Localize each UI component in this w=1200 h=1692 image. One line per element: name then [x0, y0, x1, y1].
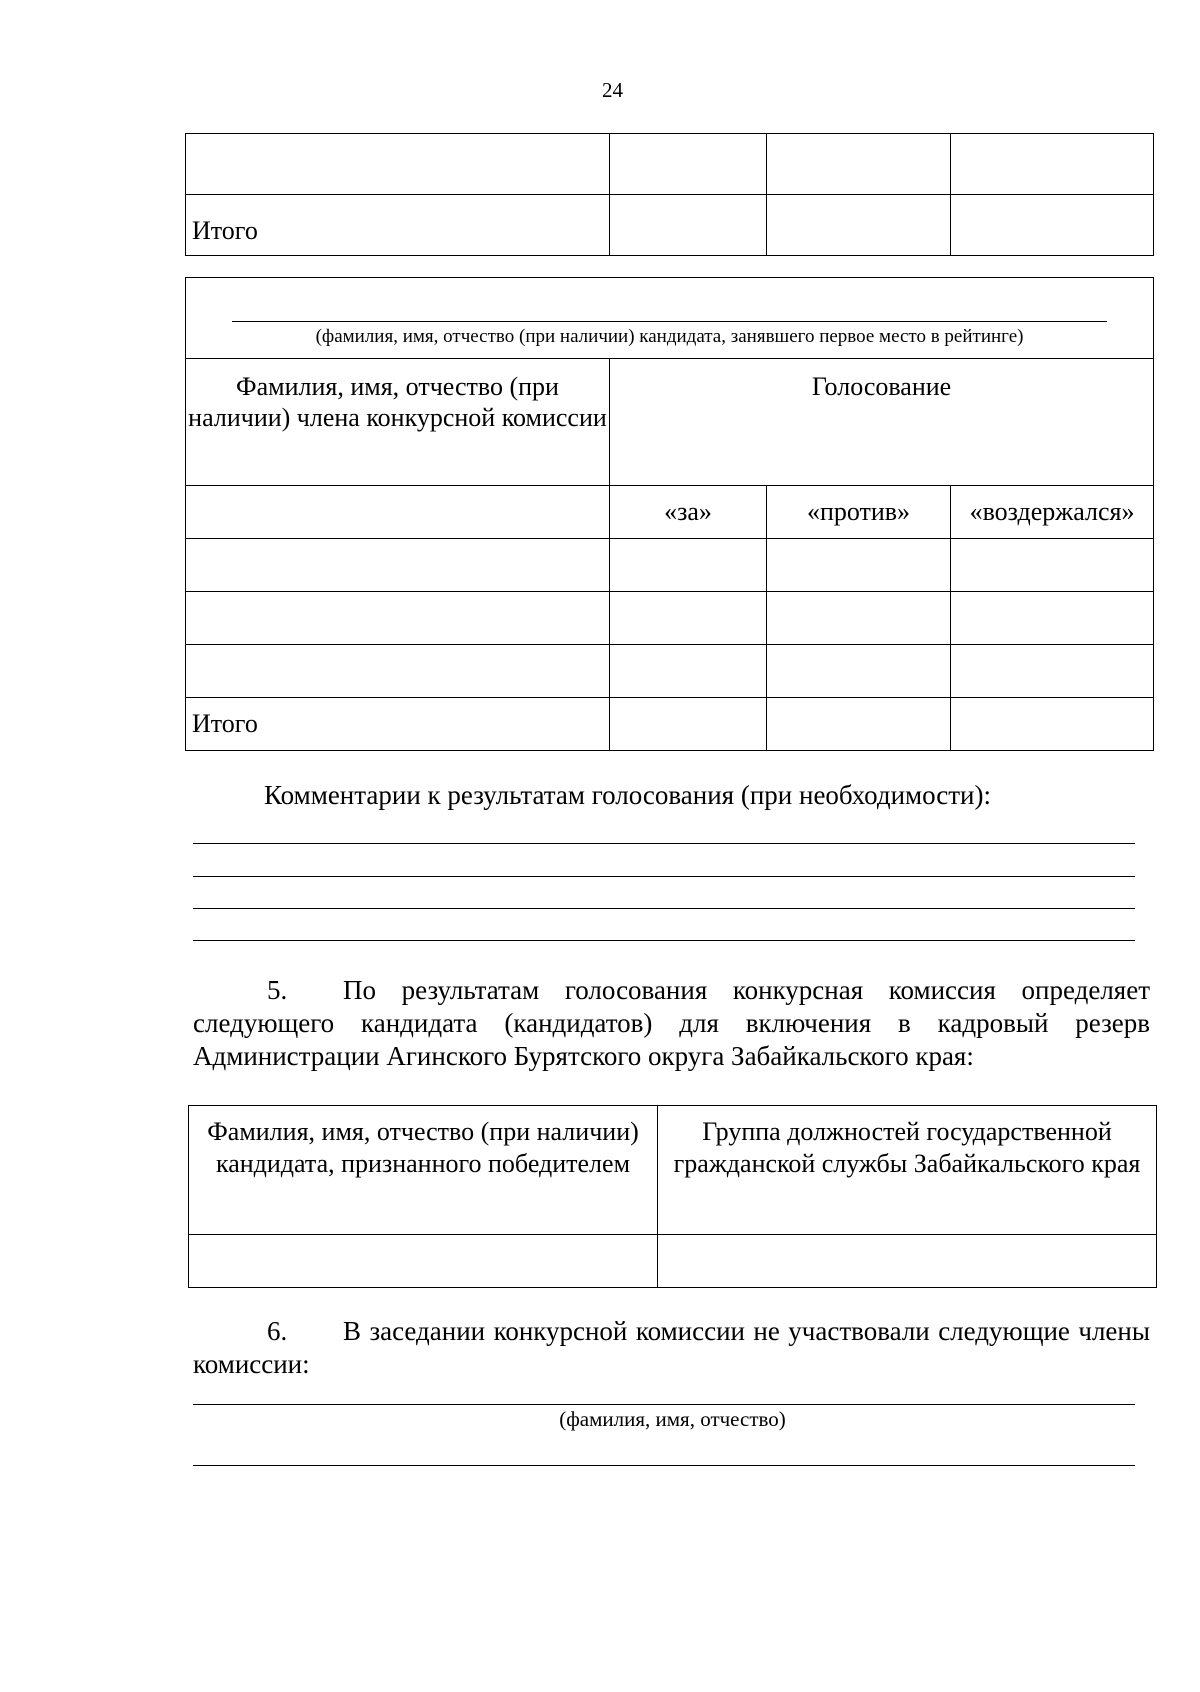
column-header-vote: Голосование — [610, 359, 1154, 486]
table-row — [186, 195, 1154, 256]
table-cell — [186, 592, 610, 645]
table-row — [186, 698, 1154, 751]
table-cell — [767, 592, 951, 645]
table-row — [186, 592, 1154, 645]
table-cell — [186, 486, 610, 539]
paragraph-text: В заседании конкурсной комиссии не участвовали следующие члены комиссии: — [193, 1316, 1150, 1379]
table-cell — [610, 698, 767, 751]
table-row — [186, 645, 1154, 698]
total-label: Итого — [186, 195, 610, 256]
candidate-caption: (фамилия, имя, отчество (при наличии) кандидата, занявшего первое место в рейтинге) — [315, 326, 1024, 347]
paragraph-number: 6. — [267, 1316, 288, 1346]
table-cell — [610, 539, 767, 592]
paragraph-number: 5. — [267, 975, 288, 1005]
comment-line — [193, 908, 1135, 909]
candidate-name-cell — [186, 278, 1154, 359]
table-continuation — [185, 133, 1154, 256]
absent-member-line — [193, 1404, 1135, 1405]
comment-line — [193, 876, 1135, 877]
table-cell — [186, 134, 610, 195]
absent-member-line — [193, 1465, 1135, 1466]
table-cell — [951, 134, 1154, 195]
table-cell — [951, 698, 1154, 751]
column-header-abstain: «воздержался» — [951, 486, 1154, 539]
table-cell — [186, 539, 610, 592]
paragraph-text: По результатам голосования конкурсная комиссия определяет следующего кандидата (кандидатов) для включения в кадровый резерв Администрации Агинского Бурятского округа Забайкальского края: — [193, 975, 1150, 1071]
fio-caption: (фамилия, имя, отчество) — [559, 1407, 786, 1431]
table-cell — [767, 645, 951, 698]
table-cell — [186, 645, 610, 698]
table-cell — [610, 645, 767, 698]
comment-line — [193, 843, 1135, 844]
column-header-group: Группа должностей государственной гражданской службы Забайкальского края — [658, 1106, 1157, 1235]
table-cell — [767, 539, 951, 592]
column-header-for: «за» — [610, 486, 767, 539]
table-cell — [610, 592, 767, 645]
column-header-candidate: Фамилия, имя, отчество (при наличии) кандидата, признанного победителем — [189, 1106, 658, 1235]
comments-label: Комментарии к результатам голосования (при необходимости): — [264, 780, 991, 810]
table-row — [189, 1235, 1157, 1288]
table-cell — [951, 539, 1154, 592]
table-cell — [951, 195, 1154, 256]
table-voting — [185, 277, 1154, 751]
table-row — [186, 539, 1154, 592]
table-cell — [767, 195, 951, 256]
column-header-against: «против» — [767, 486, 951, 539]
table-cell — [658, 1235, 1157, 1288]
paragraph-5 — [193, 974, 1150, 1073]
comment-line — [193, 940, 1135, 941]
total-label: Итого — [186, 698, 610, 751]
table-row — [186, 134, 1154, 195]
table-cell — [189, 1235, 658, 1288]
table-cell — [951, 645, 1154, 698]
page-number: 24 — [602, 78, 623, 102]
paragraph-6 — [193, 1315, 1150, 1381]
table-winner — [188, 1105, 1157, 1288]
table-cell — [610, 134, 767, 195]
table-cell — [767, 698, 951, 751]
table-cell — [610, 195, 767, 256]
table-cell — [767, 134, 951, 195]
column-header-member: Фамилия, имя, отчество (при наличии) члена конкурсной комиссии — [186, 359, 610, 486]
table-cell — [951, 592, 1154, 645]
